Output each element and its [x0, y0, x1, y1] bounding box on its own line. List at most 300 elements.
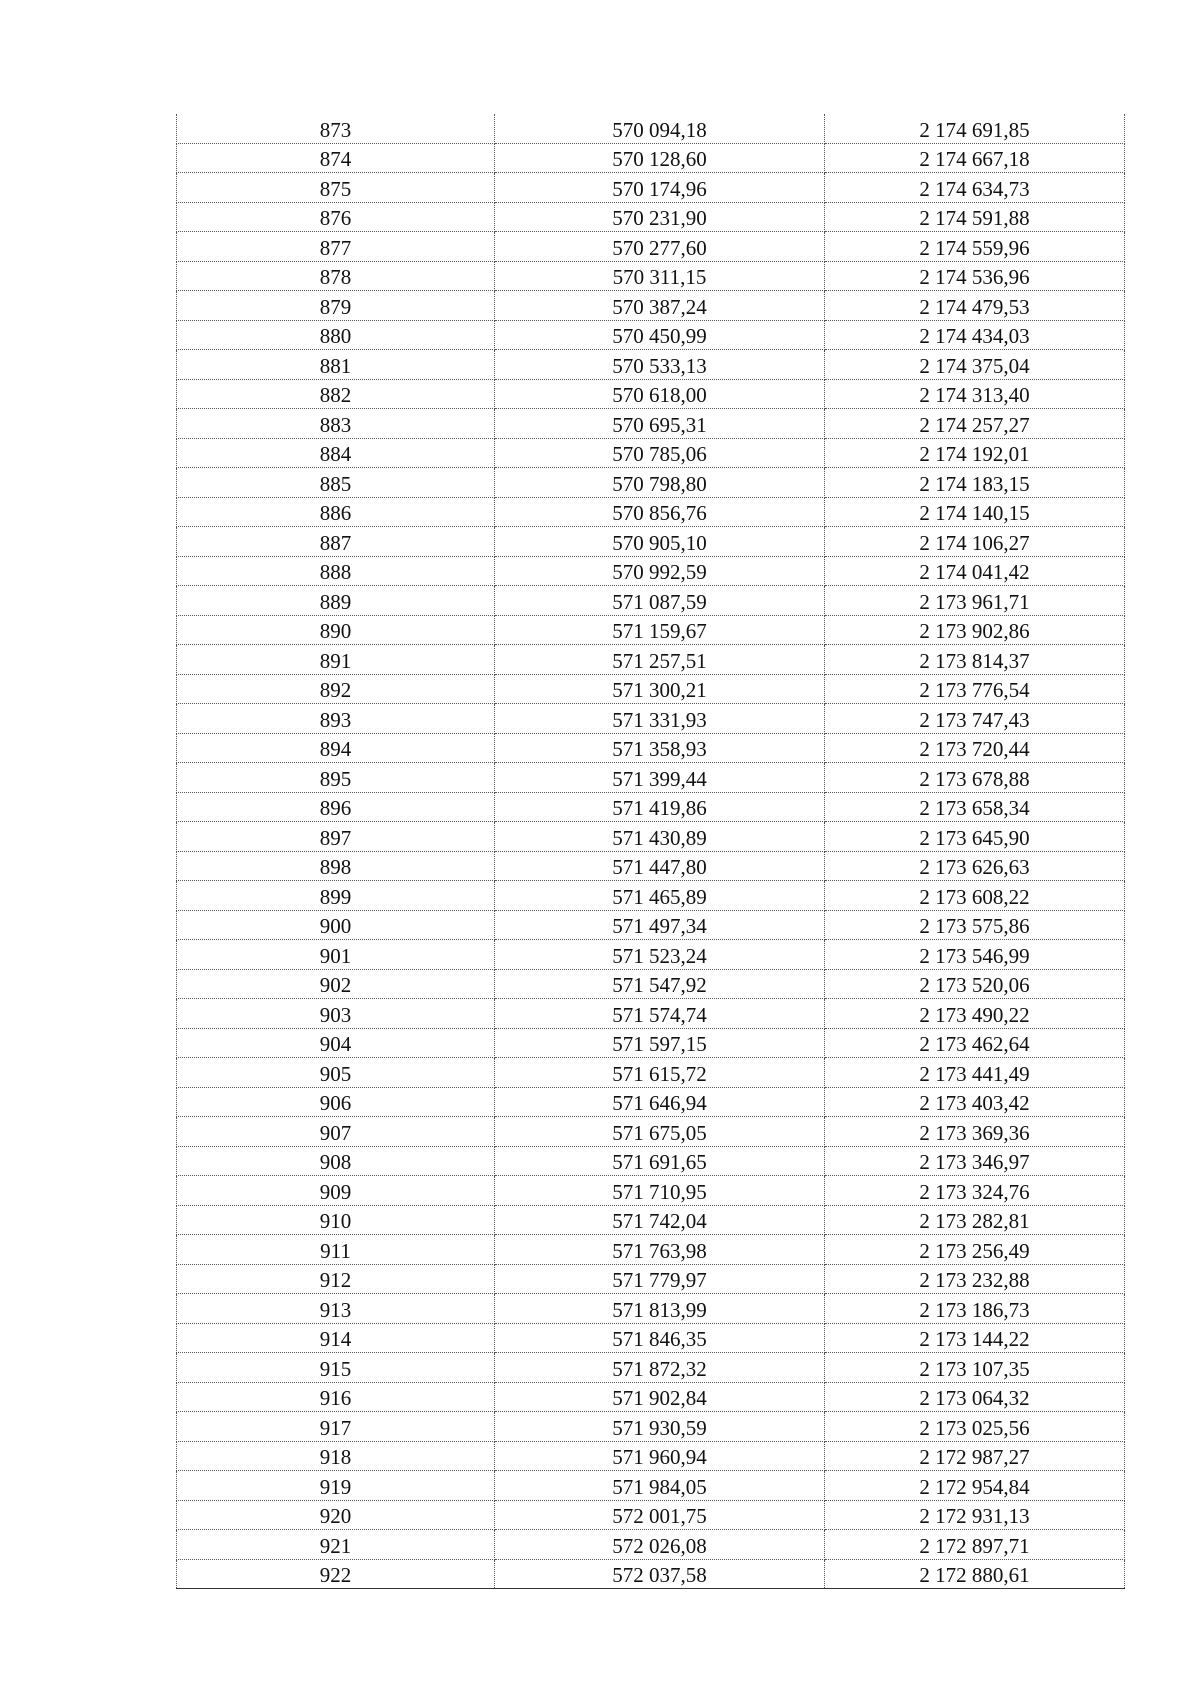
point-number-cell — [177, 350, 495, 380]
cell-text: 884 — [319, 442, 352, 466]
x-coordinate-cell — [495, 1294, 825, 1324]
table-row — [177, 468, 1125, 498]
table-row — [177, 645, 1125, 675]
cell-text: 2 173 282,81 — [919, 1209, 1030, 1233]
cell-text: 897 — [319, 825, 352, 850]
table-row — [177, 1117, 1125, 1147]
x-coordinate-cell — [495, 733, 825, 763]
cell-text: 571 675,05 — [612, 1120, 707, 1145]
cell-text: 894 — [319, 737, 352, 761]
cell-text: 2 172 954,84 — [919, 1474, 1030, 1499]
cell-text: 2 173 256,49 — [919, 1238, 1030, 1263]
y-coordinate-cell — [825, 940, 1125, 970]
point-number-cell — [177, 1146, 495, 1176]
cell-text: 898 — [319, 855, 352, 879]
cell-text: 2 174 634,73 — [919, 176, 1030, 201]
cell-text: 571 547,92 — [612, 973, 707, 997]
cell-text: 2 174 536,96 — [919, 265, 1030, 289]
y-coordinate-cell — [825, 733, 1125, 763]
cell-text: 2 173 441,49 — [919, 1061, 1030, 1086]
cell-text: 906 — [319, 1091, 352, 1115]
cell-text: 2 174 192,01 — [919, 442, 1030, 466]
x-coordinate-cell — [495, 143, 825, 173]
y-coordinate-cell — [825, 822, 1125, 852]
cell-text: 571 358,93 — [612, 737, 707, 761]
cell-text: 905 — [319, 1061, 352, 1086]
table-row — [177, 438, 1125, 468]
point-number-cell — [177, 556, 495, 586]
x-coordinate-cell — [495, 822, 825, 852]
y-coordinate-cell — [825, 320, 1125, 350]
cell-text: 2 173 346,97 — [919, 1150, 1030, 1174]
cell-text: 904 — [319, 1032, 352, 1056]
table-row — [177, 1235, 1125, 1265]
table-row — [177, 969, 1125, 999]
cell-text: 899 — [319, 884, 352, 909]
table-row — [177, 1176, 1125, 1206]
cell-text: 903 — [319, 1002, 352, 1027]
table-row — [177, 143, 1125, 173]
point-number-cell — [177, 497, 495, 527]
x-coordinate-cell — [495, 1382, 825, 1412]
cell-text: 570 992,59 — [612, 560, 707, 584]
table-row — [177, 1264, 1125, 1294]
y-coordinate-cell — [825, 1176, 1125, 1206]
x-coordinate-cell — [495, 704, 825, 734]
table-row — [177, 1441, 1125, 1471]
y-coordinate-cell — [825, 1471, 1125, 1501]
x-coordinate-cell — [495, 969, 825, 999]
table-row — [177, 291, 1125, 321]
cell-text: 874 — [319, 147, 352, 171]
y-coordinate-cell — [825, 615, 1125, 645]
cell-text: 876 — [319, 206, 352, 230]
point-number-cell — [177, 969, 495, 999]
table-row — [177, 1323, 1125, 1353]
cell-text: 2 173 678,88 — [919, 766, 1030, 791]
cell-text: 2 174 183,15 — [919, 471, 1030, 496]
y-coordinate-cell — [825, 1146, 1125, 1176]
y-coordinate-cell — [825, 350, 1125, 380]
table-row — [177, 1530, 1125, 1560]
x-coordinate-cell — [495, 1412, 825, 1442]
cell-text: 572 037,58 — [612, 1563, 707, 1587]
cell-text: 900 — [319, 914, 352, 938]
cell-text: 2 173 369,36 — [919, 1120, 1030, 1145]
x-coordinate-cell — [495, 910, 825, 940]
table-row — [177, 527, 1125, 557]
point-number-cell — [177, 910, 495, 940]
x-coordinate-cell — [495, 615, 825, 645]
point-number-cell — [177, 615, 495, 645]
x-coordinate-cell — [495, 261, 825, 291]
x-coordinate-cell — [495, 173, 825, 203]
cell-text: 2 173 902,86 — [919, 619, 1030, 643]
x-coordinate-cell — [495, 379, 825, 409]
cell-text: 2 173 546,99 — [919, 943, 1030, 968]
cell-text: 2 174 106,27 — [919, 530, 1030, 555]
point-number-cell — [177, 291, 495, 321]
cell-text: 2 173 462,64 — [919, 1032, 1030, 1056]
y-coordinate-cell — [825, 645, 1125, 675]
cell-text: 571 574,74 — [612, 1002, 707, 1027]
cell-text: 881 — [319, 353, 352, 378]
cell-text: 2 172 987,27 — [919, 1445, 1030, 1469]
point-number-cell — [177, 468, 495, 498]
y-coordinate-cell — [825, 792, 1125, 822]
point-number-cell — [177, 1264, 495, 1294]
point-number-cell — [177, 438, 495, 468]
cell-text: 913 — [319, 1297, 352, 1322]
table-row — [177, 202, 1125, 232]
point-number-cell — [177, 202, 495, 232]
y-coordinate-cell — [825, 143, 1125, 173]
y-coordinate-cell — [825, 556, 1125, 586]
cell-text: 2 172 880,61 — [919, 1563, 1030, 1587]
cell-text: 2 174 591,88 — [919, 206, 1030, 230]
cell-text: 571 902,84 — [612, 1386, 707, 1410]
x-coordinate-cell — [495, 350, 825, 380]
y-coordinate-cell — [825, 1028, 1125, 1058]
x-coordinate-cell — [495, 202, 825, 232]
cell-text: 571 523,24 — [612, 943, 707, 968]
table-row — [177, 497, 1125, 527]
point-number-cell — [177, 143, 495, 173]
table-row — [177, 1471, 1125, 1501]
x-coordinate-cell — [495, 1559, 825, 1589]
cell-text: 570 387,24 — [612, 294, 707, 319]
cell-text: 2 173 520,06 — [919, 973, 1030, 997]
cell-text: 571 646,94 — [612, 1091, 707, 1115]
point-number-cell — [177, 1205, 495, 1235]
cell-text: 2 173 747,43 — [919, 707, 1030, 732]
y-coordinate-cell — [825, 969, 1125, 999]
y-coordinate-cell — [825, 202, 1125, 232]
cell-text: 2 174 140,15 — [919, 501, 1030, 525]
x-coordinate-cell — [495, 1235, 825, 1265]
cell-text: 920 — [319, 1504, 352, 1528]
cell-text: 570 618,00 — [612, 383, 707, 407]
cell-text: 570 128,60 — [612, 147, 707, 171]
table-row — [177, 615, 1125, 645]
cell-text: 2 174 667,18 — [919, 147, 1030, 171]
x-coordinate-cell — [495, 1087, 825, 1117]
cell-text: 880 — [319, 324, 352, 348]
point-number-cell — [177, 1441, 495, 1471]
x-coordinate-cell — [495, 1117, 825, 1147]
x-coordinate-cell — [495, 674, 825, 704]
cell-text: 572 001,75 — [612, 1504, 707, 1528]
cell-text: 571 691,65 — [612, 1150, 707, 1174]
cell-text: 921 — [319, 1533, 352, 1558]
cell-text: 2 173 961,71 — [919, 589, 1030, 614]
cell-text: 914 — [319, 1327, 352, 1351]
cell-text: 571 960,94 — [612, 1445, 707, 1469]
point-number-cell — [177, 792, 495, 822]
point-number-cell — [177, 1235, 495, 1265]
coordinates-table-body — [177, 114, 1125, 1589]
cell-text: 571 465,89 — [612, 884, 707, 909]
point-number-cell — [177, 173, 495, 203]
point-number-cell — [177, 940, 495, 970]
cell-text: 2 174 691,85 — [919, 117, 1030, 142]
point-number-cell — [177, 1176, 495, 1206]
table-row — [177, 1058, 1125, 1088]
y-coordinate-cell — [825, 1323, 1125, 1353]
y-coordinate-cell — [825, 674, 1125, 704]
table-row — [177, 261, 1125, 291]
cell-text: 2 173 025,56 — [919, 1415, 1030, 1440]
y-coordinate-cell — [825, 1058, 1125, 1088]
cell-text: 885 — [319, 471, 352, 496]
point-number-cell — [177, 1559, 495, 1589]
cell-text: 570 094,18 — [612, 117, 707, 142]
x-coordinate-cell — [495, 586, 825, 616]
point-number-cell — [177, 1353, 495, 1383]
table-row — [177, 1412, 1125, 1442]
table-row — [177, 910, 1125, 940]
point-number-cell — [177, 586, 495, 616]
table-row — [177, 792, 1125, 822]
cell-text: 2 173 186,73 — [919, 1297, 1030, 1322]
table-row — [177, 851, 1125, 881]
cell-text: 2 174 559,96 — [919, 235, 1030, 260]
point-number-cell — [177, 851, 495, 881]
cell-text: 571 779,97 — [612, 1268, 707, 1292]
cell-text: 570 798,80 — [612, 471, 707, 496]
table-row — [177, 704, 1125, 734]
y-coordinate-cell — [825, 1235, 1125, 1265]
x-coordinate-cell — [495, 1530, 825, 1560]
y-coordinate-cell — [825, 232, 1125, 262]
cell-text: 2 173 814,37 — [919, 648, 1030, 673]
x-coordinate-cell — [495, 527, 825, 557]
y-coordinate-cell — [825, 1441, 1125, 1471]
point-number-cell — [177, 1323, 495, 1353]
point-number-cell — [177, 822, 495, 852]
cell-text: 571 159,67 — [612, 619, 707, 643]
y-coordinate-cell — [825, 379, 1125, 409]
cell-text: 877 — [319, 235, 352, 260]
x-coordinate-cell — [495, 291, 825, 321]
y-coordinate-cell — [825, 1382, 1125, 1412]
cell-text: 571 742,04 — [612, 1209, 707, 1233]
cell-text: 2 173 575,86 — [919, 914, 1030, 938]
table-row — [177, 1294, 1125, 1324]
y-coordinate-cell — [825, 438, 1125, 468]
y-coordinate-cell — [825, 1205, 1125, 1235]
cell-text: 570 174,96 — [612, 176, 707, 201]
cell-text: 2 174 375,04 — [919, 353, 1030, 378]
point-number-cell — [177, 261, 495, 291]
point-number-cell — [177, 527, 495, 557]
y-coordinate-cell — [825, 1412, 1125, 1442]
x-coordinate-cell — [495, 881, 825, 911]
cell-text: 2 174 479,53 — [919, 294, 1030, 319]
point-number-cell — [177, 999, 495, 1029]
cell-text: 902 — [319, 973, 352, 997]
x-coordinate-cell — [495, 1441, 825, 1471]
cell-text: 886 — [319, 501, 352, 525]
cell-text: 2 174 434,03 — [919, 324, 1030, 348]
y-coordinate-cell — [825, 881, 1125, 911]
y-coordinate-cell — [825, 261, 1125, 291]
cell-text: 571 930,59 — [612, 1415, 707, 1440]
table-row — [177, 379, 1125, 409]
point-number-cell — [177, 674, 495, 704]
cell-text: 570 905,10 — [612, 530, 707, 555]
cell-text: 883 — [319, 412, 352, 437]
y-coordinate-cell — [825, 1264, 1125, 1294]
cell-text: 911 — [320, 1238, 351, 1263]
point-number-cell — [177, 704, 495, 734]
y-coordinate-cell — [825, 1500, 1125, 1530]
cell-text: 571 497,34 — [612, 914, 707, 938]
point-number-cell — [177, 1294, 495, 1324]
cell-text: 571 710,95 — [612, 1179, 707, 1204]
cell-text: 2 172 897,71 — [919, 1533, 1030, 1558]
table-row — [177, 232, 1125, 262]
cell-text: 882 — [319, 383, 352, 407]
point-number-cell — [177, 1530, 495, 1560]
x-coordinate-cell — [495, 556, 825, 586]
cell-text: 571 763,98 — [612, 1238, 707, 1263]
cell-text: 2 173 324,76 — [919, 1179, 1030, 1204]
cell-text: 2 174 257,27 — [919, 412, 1030, 437]
y-coordinate-cell — [825, 497, 1125, 527]
cell-text: 570 231,90 — [612, 206, 707, 230]
cell-text: 570 450,99 — [612, 324, 707, 348]
x-coordinate-cell — [495, 851, 825, 881]
cell-text: 2 173 490,22 — [919, 1002, 1030, 1027]
cell-text: 570 856,76 — [612, 501, 707, 525]
cell-text: 570 277,60 — [612, 235, 707, 260]
cell-text: 895 — [319, 766, 352, 791]
point-number-cell — [177, 1382, 495, 1412]
cell-text: 888 — [319, 560, 352, 584]
x-coordinate-cell — [495, 1323, 825, 1353]
x-coordinate-cell — [495, 792, 825, 822]
cell-text: 571 813,99 — [612, 1297, 707, 1322]
y-coordinate-cell — [825, 1559, 1125, 1589]
cell-text: 875 — [319, 176, 352, 201]
cell-text: 910 — [319, 1209, 352, 1233]
point-number-cell — [177, 1087, 495, 1117]
table-row — [177, 733, 1125, 763]
table-row — [177, 1500, 1125, 1530]
x-coordinate-cell — [495, 1205, 825, 1235]
cell-text: 2 173 626,63 — [919, 855, 1030, 879]
cell-text: 896 — [319, 796, 352, 820]
table-row — [177, 1087, 1125, 1117]
cell-text: 891 — [319, 648, 352, 673]
cell-text: 907 — [319, 1120, 352, 1145]
x-coordinate-cell — [495, 940, 825, 970]
cell-text: 570 785,06 — [612, 442, 707, 466]
table-row — [177, 1146, 1125, 1176]
cell-text: 917 — [319, 1415, 352, 1440]
cell-text: 2 173 720,44 — [919, 737, 1030, 761]
y-coordinate-cell — [825, 999, 1125, 1029]
table-row — [177, 1028, 1125, 1058]
cell-text: 2 172 931,13 — [919, 1504, 1030, 1528]
cell-text: 571 399,44 — [612, 766, 707, 791]
point-number-cell — [177, 763, 495, 793]
x-coordinate-cell — [495, 468, 825, 498]
cell-text: 909 — [319, 1179, 352, 1204]
x-coordinate-cell — [495, 1471, 825, 1501]
x-coordinate-cell — [495, 409, 825, 439]
point-number-cell — [177, 1117, 495, 1147]
x-coordinate-cell — [495, 763, 825, 793]
x-coordinate-cell — [495, 1176, 825, 1206]
cell-text: 2 173 776,54 — [919, 678, 1030, 702]
point-number-cell — [177, 1471, 495, 1501]
table-row — [177, 999, 1125, 1029]
y-coordinate-cell — [825, 1530, 1125, 1560]
cell-text: 915 — [319, 1356, 352, 1381]
table-row — [177, 350, 1125, 380]
point-number-cell — [177, 1500, 495, 1530]
cell-text: 571 331,93 — [612, 707, 707, 732]
table-row — [177, 940, 1125, 970]
x-coordinate-cell — [495, 1146, 825, 1176]
cell-text: 570 533,13 — [612, 353, 707, 378]
cell-text: 892 — [319, 678, 352, 702]
cell-text: 879 — [319, 294, 352, 319]
point-number-cell — [177, 645, 495, 675]
x-coordinate-cell — [495, 1353, 825, 1383]
table-row — [177, 409, 1125, 439]
point-number-cell — [177, 733, 495, 763]
y-coordinate-cell — [825, 114, 1125, 143]
table-row — [177, 114, 1125, 143]
cell-text: 571 419,86 — [612, 796, 707, 820]
x-coordinate-cell — [495, 1500, 825, 1530]
cell-text: 570 311,15 — [612, 265, 707, 289]
cell-text: 571 257,51 — [612, 648, 707, 673]
table-row — [177, 1205, 1125, 1235]
cell-text: 2 174 313,40 — [919, 383, 1030, 407]
cell-text: 889 — [319, 589, 352, 614]
x-coordinate-cell — [495, 497, 825, 527]
x-coordinate-cell — [495, 1058, 825, 1088]
y-coordinate-cell — [825, 409, 1125, 439]
coordinates-table — [176, 114, 1125, 1589]
cell-text: 571 597,15 — [612, 1032, 707, 1056]
cell-text: 2 173 232,88 — [919, 1268, 1030, 1292]
cell-text: 890 — [319, 619, 352, 643]
y-coordinate-cell — [825, 1087, 1125, 1117]
y-coordinate-cell — [825, 1294, 1125, 1324]
point-number-cell — [177, 1028, 495, 1058]
cell-text: 2 173 064,32 — [919, 1386, 1030, 1410]
cell-text: 918 — [319, 1445, 352, 1469]
y-coordinate-cell — [825, 1117, 1125, 1147]
x-coordinate-cell — [495, 232, 825, 262]
y-coordinate-cell — [825, 527, 1125, 557]
table-row — [177, 556, 1125, 586]
cell-text: 571 087,59 — [612, 589, 707, 614]
cell-text: 571 300,21 — [612, 678, 707, 702]
y-coordinate-cell — [825, 1353, 1125, 1383]
cell-text: 919 — [319, 1474, 352, 1499]
point-number-cell — [177, 1058, 495, 1088]
point-number-cell — [177, 232, 495, 262]
point-number-cell — [177, 379, 495, 409]
y-coordinate-cell — [825, 910, 1125, 940]
x-coordinate-cell — [495, 114, 825, 143]
